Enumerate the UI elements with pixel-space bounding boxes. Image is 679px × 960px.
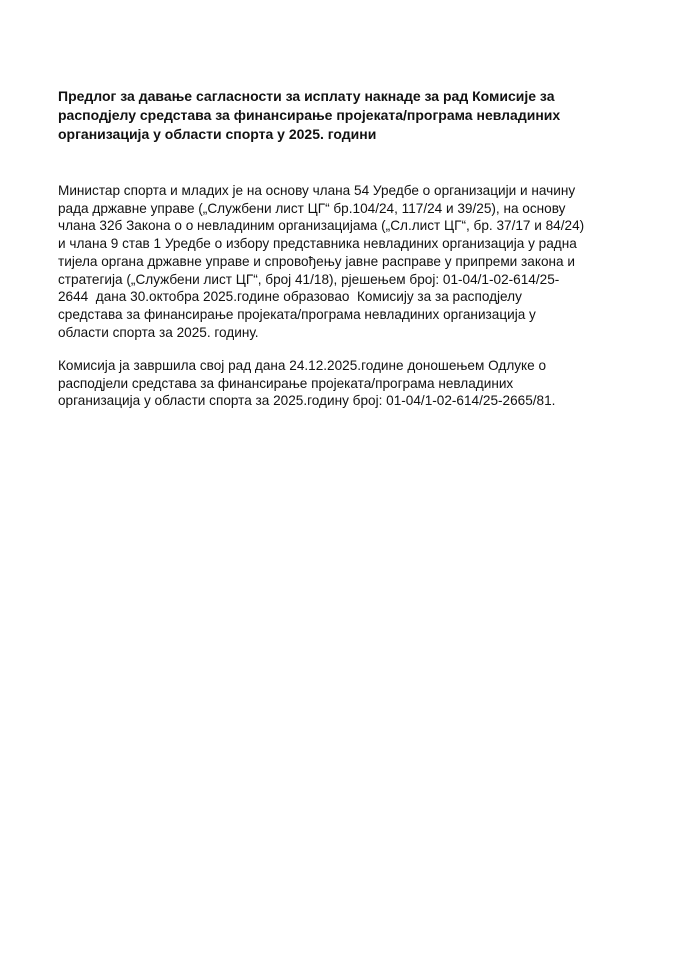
text-line: средстава за финансирање пројеката/програма невладиних организација у (58, 306, 536, 322)
title-line: расподјелу средстава за финансирање пројеката/програма невладиних (58, 107, 561, 123)
paragraph-commission-formation (58, 182, 584, 341)
text-line: области спорта за 2025. годину. (58, 324, 259, 340)
text-line: члана 32б Закона о о невладиним организацијама („Сл.лист ЦГ“, бр. 37/17 и 84/24) (58, 218, 585, 234)
document-title (58, 87, 560, 144)
text-line: тијела органа државне управе и спровођењу јавне расправе у припреми закона и (58, 253, 575, 269)
paragraph-commission-completion (58, 357, 555, 410)
title-line: организација у области спорта у 2025. години (58, 126, 377, 142)
text-line: и члана 9 став 1 Уредбе о избору представника невладиних организација у радна (58, 236, 577, 252)
text-line: стратегија („Службени лист ЦГ“, број 41/18), рјешењем број: 01-04/1-02-614/25- (58, 271, 560, 287)
text-line: рада државне управе („Службени лист ЦГ“ бр.104/24, 117/24 и 39/25), на основу (58, 200, 566, 216)
title-line: Предлог за давање сагласности за исплату накнаде за рад Комисије за (58, 88, 555, 104)
text-line: расподјели средстава за финансирање пројеката/програма невладиних (58, 375, 514, 391)
text-line: Министар спорта и младих је на основу члана 54 Уредбе о организацији и начину (58, 183, 576, 198)
text-line: 2644 дана 30.октобра 2025.године образовао Комисију за за расподјелу (58, 289, 522, 305)
text-line: Комисија ја завршила свој рад дана 24.12.2025.године доношењем Одлуке о (58, 358, 547, 373)
text-line: организација у области спорта за 2025.годину број: 01-04/1-02-614/25-2665/81. (58, 393, 556, 409)
